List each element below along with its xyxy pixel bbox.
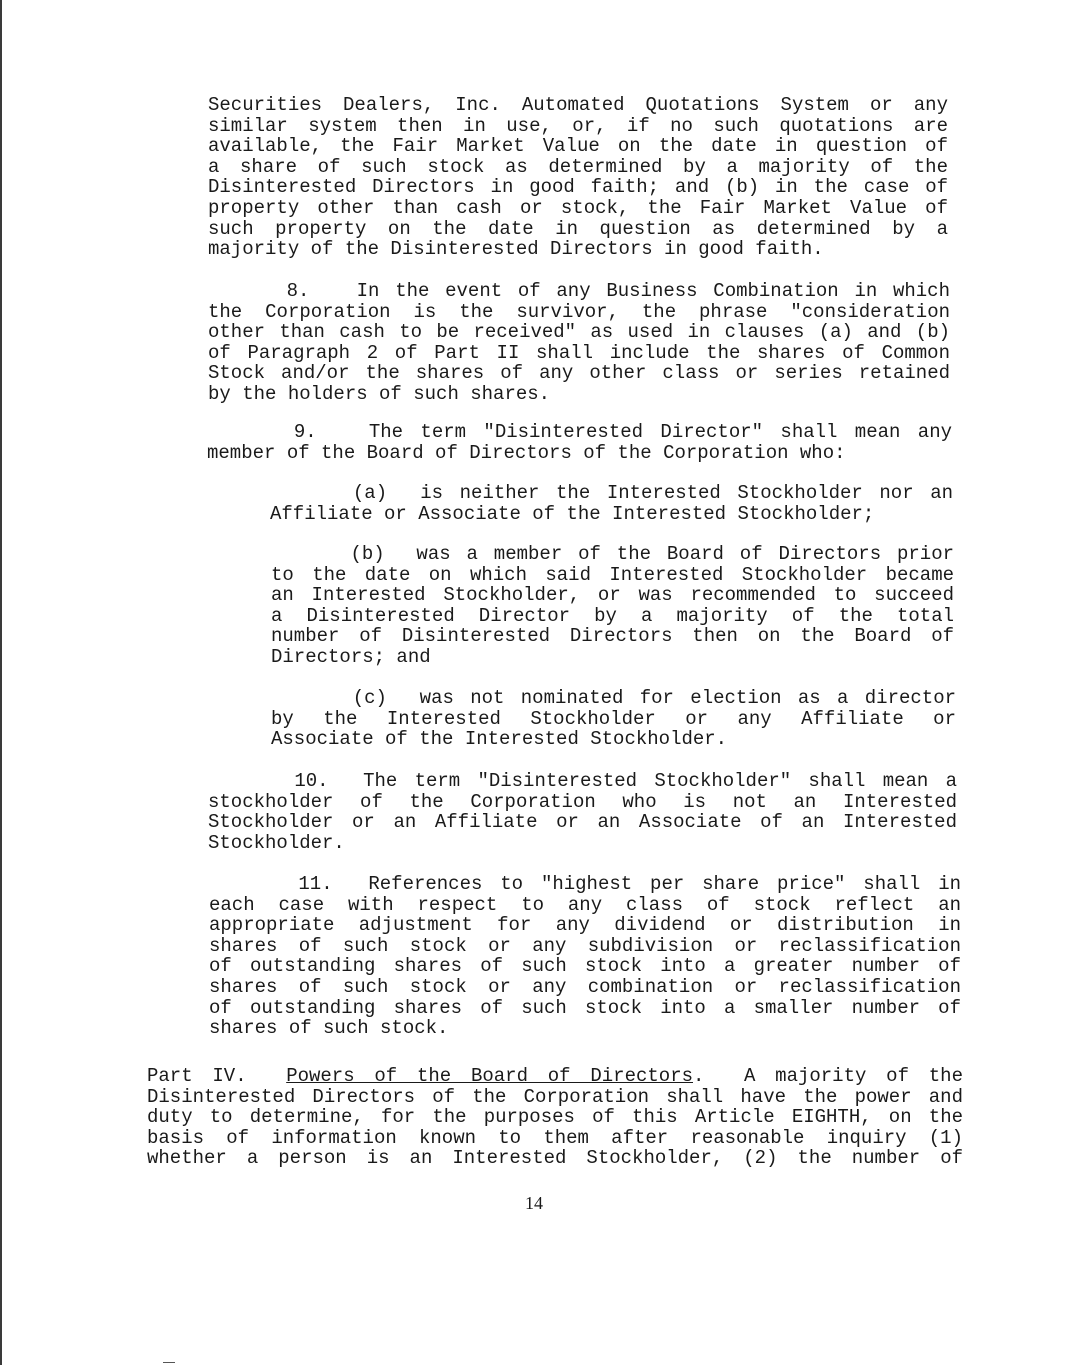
text-line: such property on the date in question as determined by a (208, 217, 948, 240)
text-line: 9. The term "Disinterested Director" shall mean any (207, 421, 952, 443)
text-line: Stock and/or the shares of any other class or series retained (208, 362, 950, 385)
part-iv-heading-line (147, 1066, 963, 1087)
paragraph-continuation (208, 95, 948, 260)
text-line: property other than cash or stock, the Fair Market Value of (208, 196, 948, 219)
page-number: 14 (525, 1193, 543, 1213)
text-line: number of Disinterested Directors then on the Board of (271, 625, 954, 648)
paragraph-11 (209, 874, 961, 1039)
text-line: by the holders of such shares. (208, 382, 551, 405)
text-line: an Interested Stockholder, or was recommended to succeed (271, 584, 954, 607)
text-line: 10. The term "Disinterested Stockholder" shall mean a (208, 770, 957, 792)
text-line: a Disinterested Director by a majority of the total (271, 604, 954, 627)
part-label: Part IV. (147, 1065, 287, 1087)
text-line: (a) is neither the Interested Stockholder nor an (270, 482, 953, 504)
text-line: Stockholder. (208, 831, 345, 854)
text-line: of outstanding shares of such stock into a smaller number of (209, 996, 961, 1019)
text-line: other than cash to be received" as used in clauses (a) and (b) (208, 321, 950, 344)
text-line: a share of such stock as determined by a majority of the (208, 155, 948, 178)
heading-line-rest: . A majority of the (693, 1065, 963, 1087)
text-line: to the date on which said Interested Stockholder became (271, 563, 954, 586)
paragraph-9c (271, 688, 956, 750)
paragraph-10 (208, 771, 957, 853)
text-line: appropriate adjustment for any dividend or distribution in (209, 914, 961, 937)
text-line: Securities Dealers, Inc. Automated Quotations System or any (208, 94, 948, 116)
text-line: member of the Board of Directors of the Corporation who: (207, 441, 846, 464)
text-line: (c) was not nominated for election as a director (271, 687, 956, 709)
paragraph-9a (270, 483, 953, 524)
text-line: by the Interested Stockholder or any Affiliate or (271, 707, 956, 730)
text-line: the Corporation is the survivor, the phrase "consideration (208, 300, 950, 323)
text-line: available, the Fair Market Value on the date in question of (208, 135, 948, 158)
text-line: whether a person is an Interested Stockholder, (2) the number of (147, 1147, 963, 1170)
text-line: each case with respect to any class of stock reflect an (209, 893, 961, 916)
text-line: of Paragraph 2 of Part II shall include the shares of Common (208, 341, 950, 364)
text-line: Disinterested Directors of the Corporation shall have the power and (147, 1085, 963, 1108)
text-line: Associate of the Interested Stockholder. (271, 728, 728, 751)
text-line: Disinterested Directors in good faith; and (b) in the case of (208, 176, 948, 199)
text-line: shares of such stock or any subdivision or reclassification (209, 934, 961, 957)
text-line: 8. In the event of any Business Combination in which (208, 280, 950, 302)
part-iv-section (147, 1066, 963, 1169)
text-line: Affiliate or Associate of the Interested Stockholder; (270, 502, 875, 525)
text-line: Directors; and (271, 645, 431, 668)
text-line: stockholder of the Corporation who is not an Interested (208, 790, 957, 813)
text-line: similar system then in use, or, if no such quotations are (208, 114, 948, 137)
text-line: of outstanding shares of such stock into a greater number of (209, 955, 961, 978)
text-line: (b) was a member of the Board of Directors prior (271, 543, 954, 565)
text-line: duty to determine, for the purposes of this Article EIGHTH, on the (147, 1106, 963, 1129)
text-line: Stockholder or an Affiliate or an Associate of an Interested (208, 811, 957, 834)
text-line: 11. References to "highest per share price" shall in (209, 873, 961, 895)
text-line: shares of such stock. (209, 1017, 449, 1040)
paragraph-9b (271, 544, 954, 668)
text-line: basis of information known to them after reasonable inquiry (1) (147, 1126, 963, 1149)
section-heading: Powers of the Board of Directors (286, 1065, 693, 1087)
text-line: majority of the Disinterested Directors in good faith. (208, 238, 824, 261)
paragraph-8 (208, 281, 950, 405)
text-line: shares of such stock or any combination or reclassification (209, 975, 961, 998)
paragraph-9 (207, 422, 952, 463)
